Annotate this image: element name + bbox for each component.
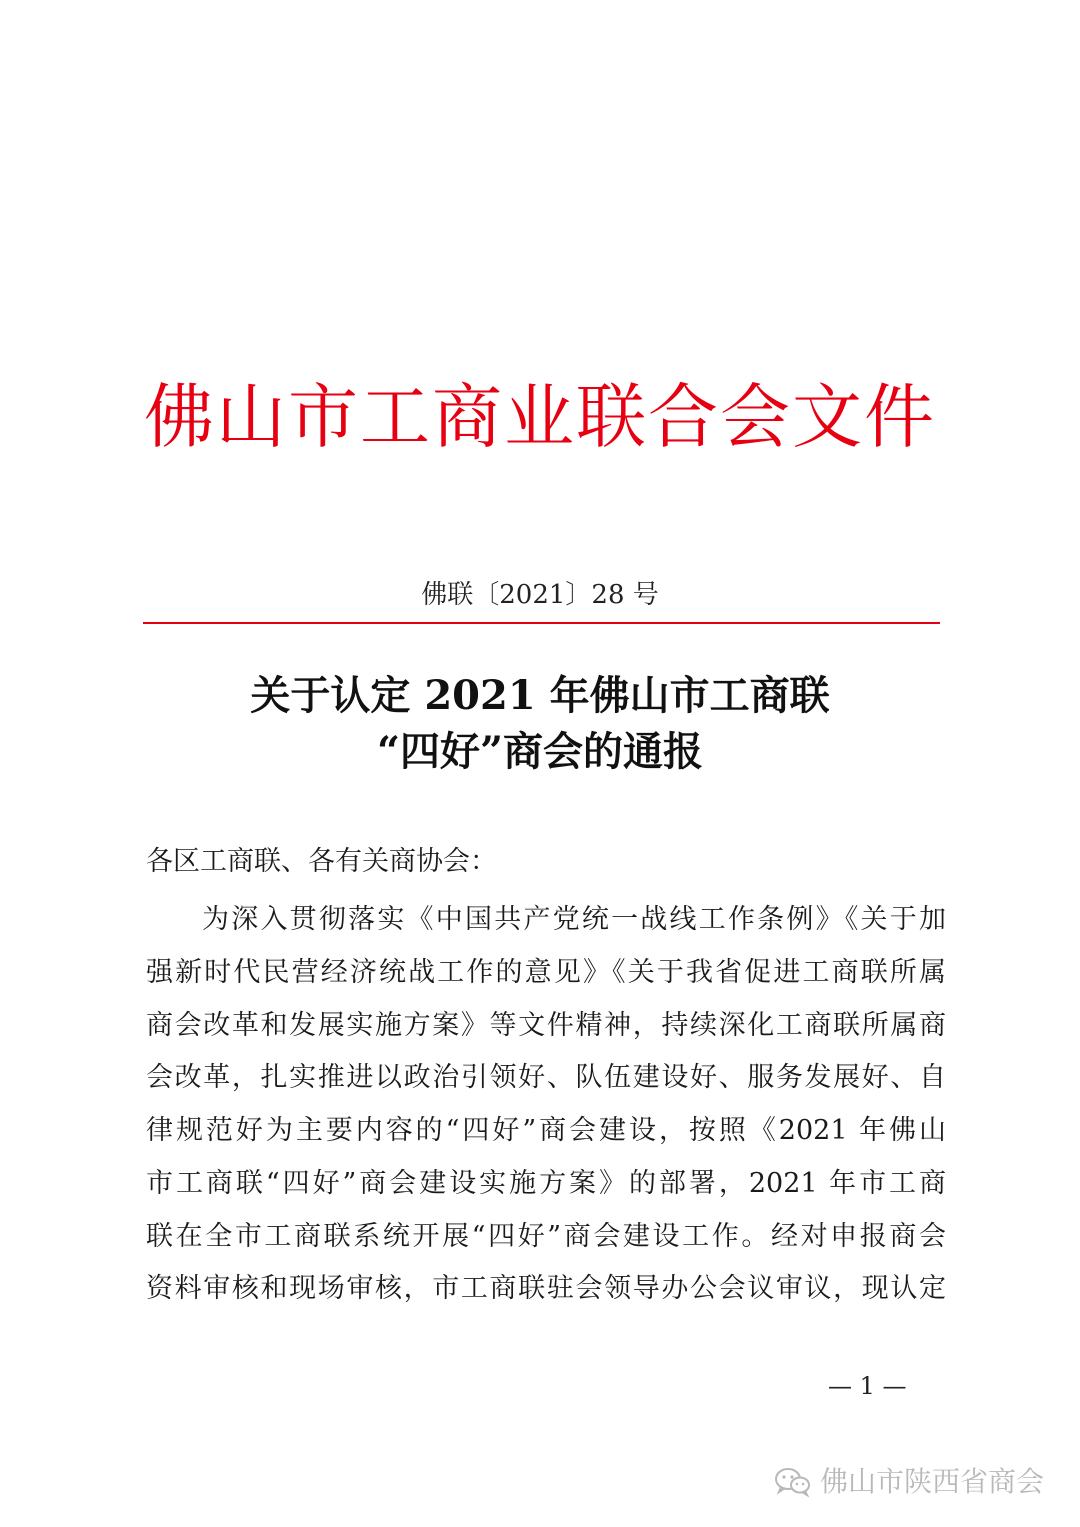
watermark-text: 佛山市陕西省商会 [819, 1465, 1044, 1498]
body-line: 为深入贯彻落实《中国共产党统一战线工作条例》《关于加 [202, 904, 946, 935]
notice-title [0, 668, 1080, 780]
document-number: 佛联〔2021〕28 号 [421, 580, 659, 610]
body-paragraph [146, 900, 946, 1322]
salutation: 各区工商联、各有关商协会： [146, 846, 497, 877]
body-line: 资料审核和现场审核，市工商联驻会领导办公会议审议，现认定 [146, 1273, 946, 1305]
body-line: 商会改革和发展实施方案》等文件精神，持续深化工商联所属商 [146, 1009, 946, 1041]
body-line: 律规范好为主要内容的“四好”商会建设，按照《2021 年佛山 [146, 1115, 946, 1146]
document-header-title: 佛山市工商业联合会文件 [144, 376, 936, 458]
body-line: 会改革，扎实推进以政治引领好、队伍建设好、服务发展好、自 [146, 1062, 946, 1094]
watermark [774, 1462, 1044, 1502]
wechat-icon [774, 1466, 812, 1498]
body-line: 市工商联“四好”商会建设实施方案》的部署，2021 年市工商 [146, 1167, 946, 1199]
notice-title-line-2: “四好”商会的通报 [376, 728, 703, 775]
body-line: 联在全市工商联系统开展“四好”商会建设工作。经对申报商会 [146, 1220, 946, 1252]
page-number: — 1 — [828, 1372, 907, 1400]
body-line: 强新时代民营经济统战工作的意见》《关于我省促进工商联所属 [146, 956, 946, 988]
notice-title-line-1: 关于认定 2021 年佛山市工商联 [250, 672, 830, 719]
red-divider-line [143, 622, 940, 624]
